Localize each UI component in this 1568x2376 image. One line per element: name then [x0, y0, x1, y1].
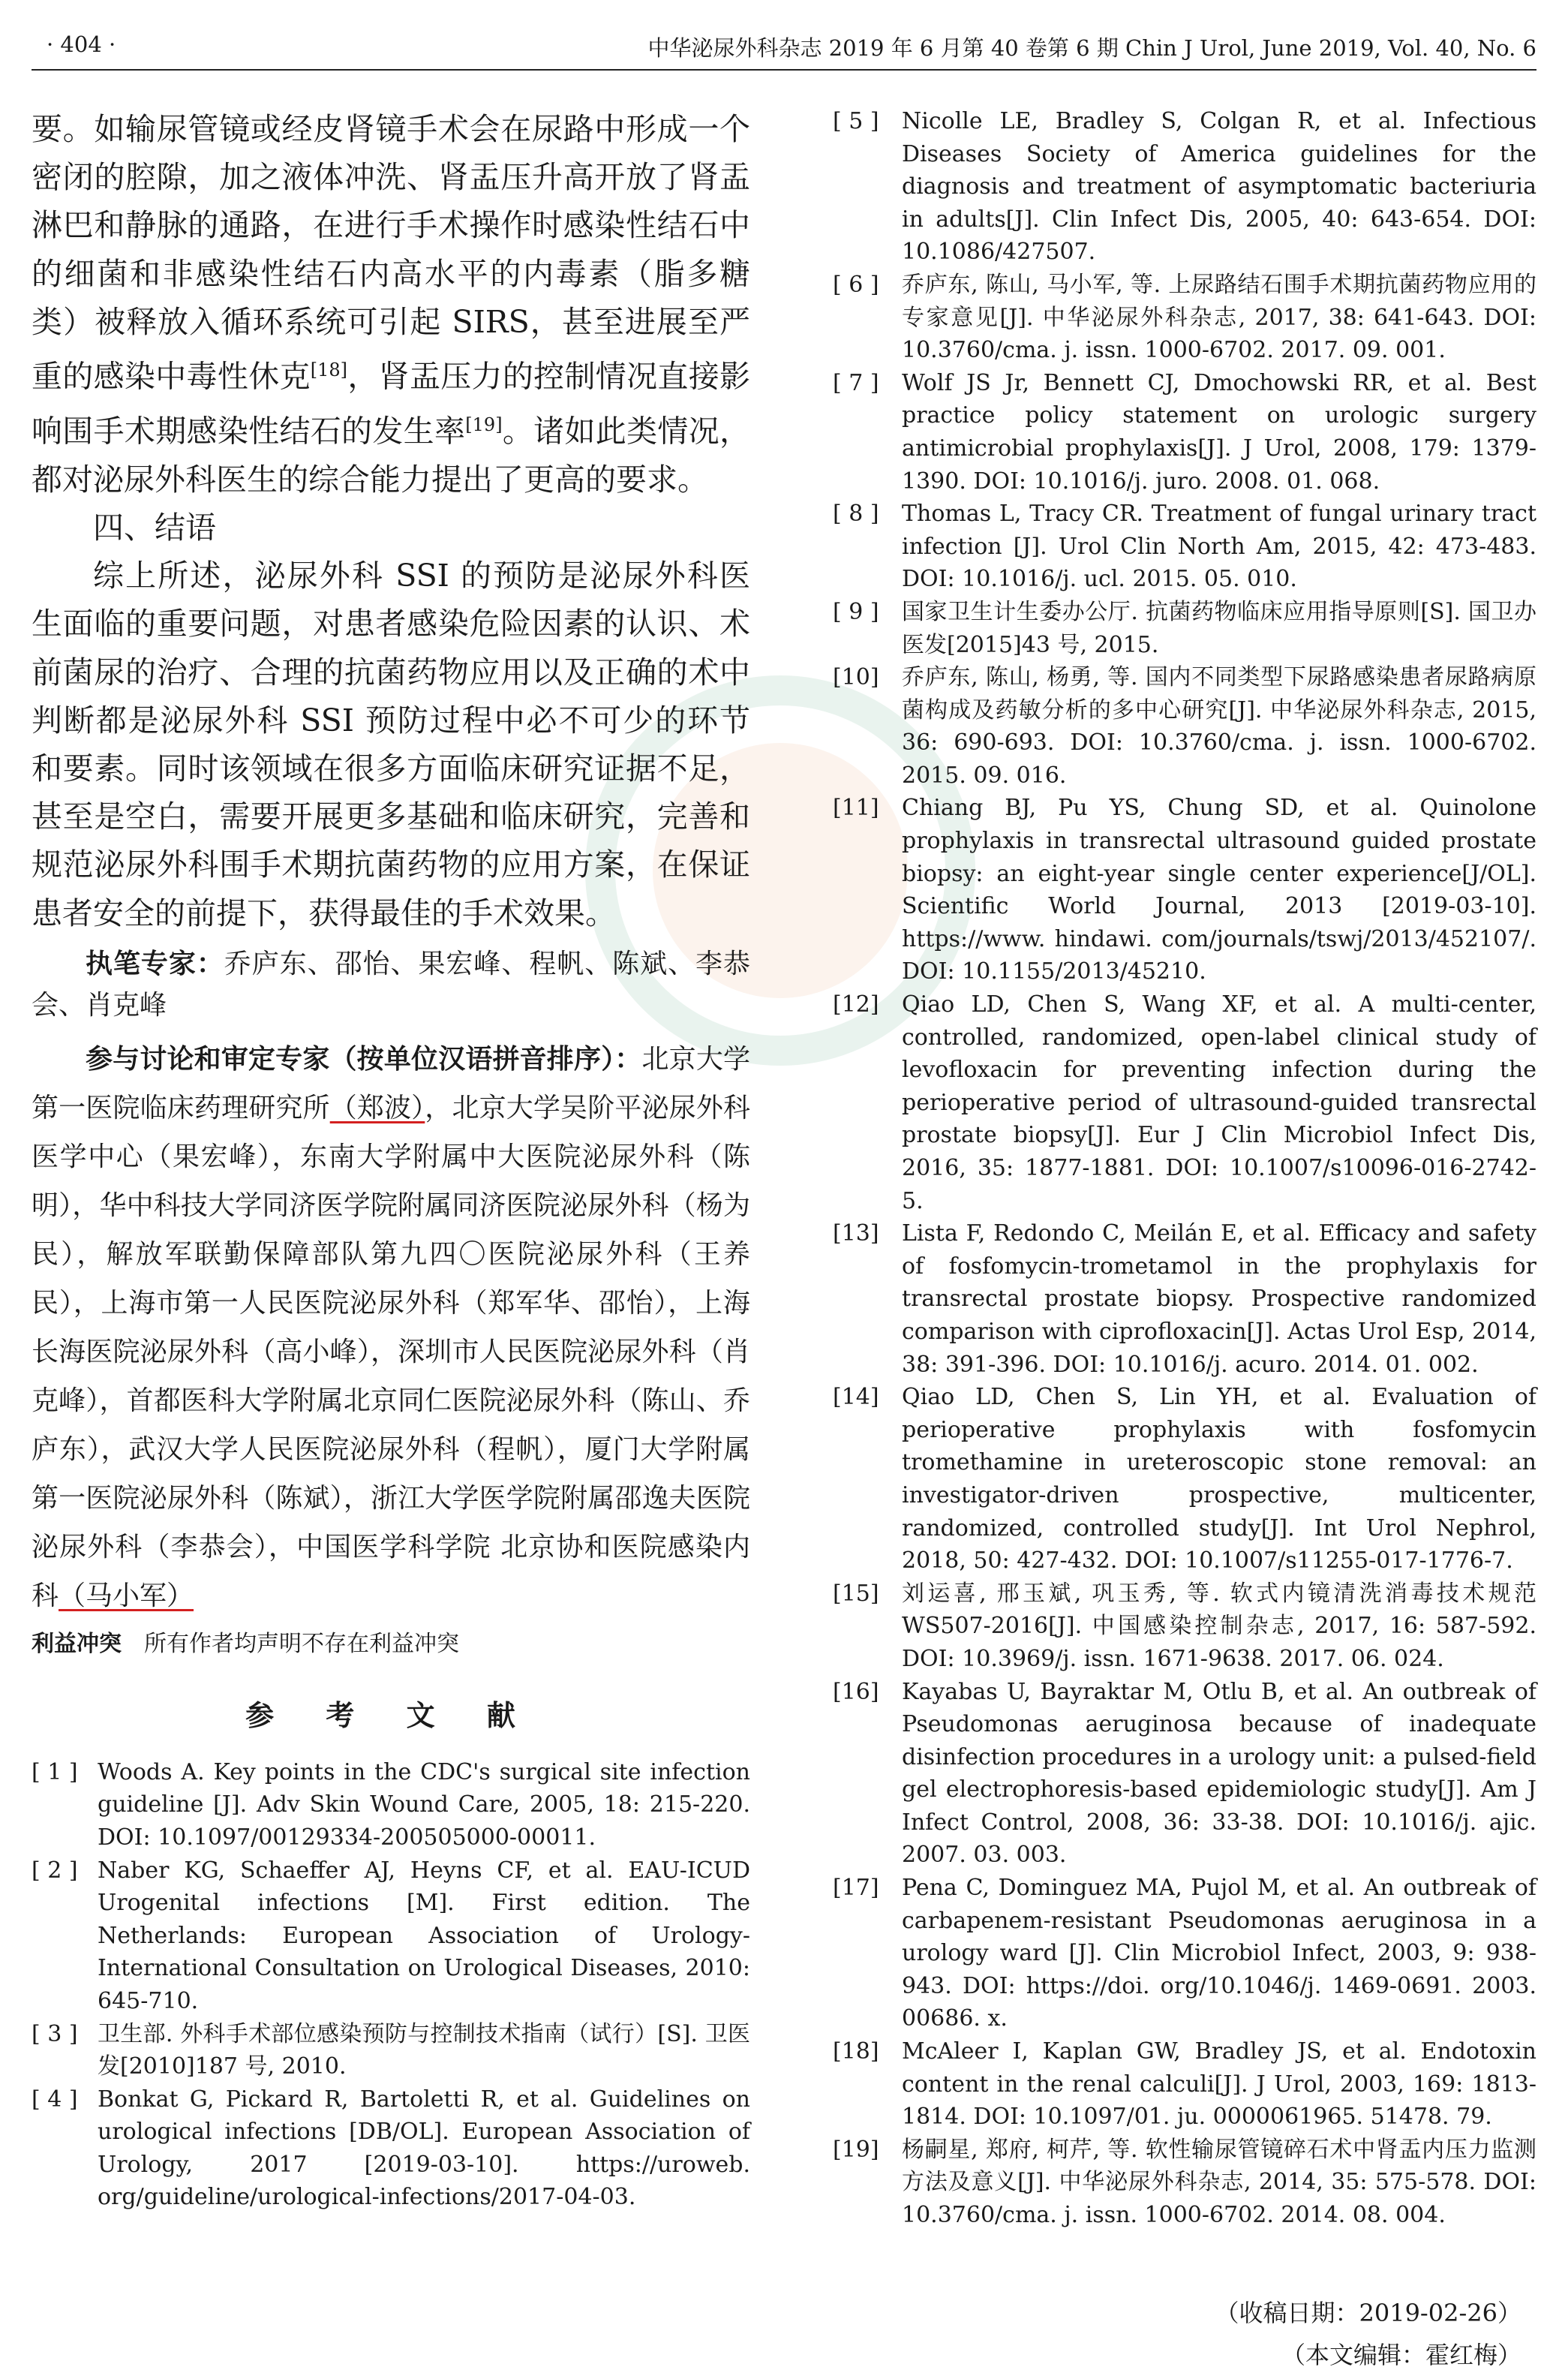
reference-number: [19] [833, 2136, 879, 2163]
received-date: （收稿日期：2019-02-26） [1215, 2298, 1521, 2327]
reference-item [833, 596, 1536, 661]
reference-item [833, 498, 1536, 596]
paragraph-continued: 要。如输尿管镜或经皮肾镜手术会在尿路中形成一个密闭的腔隙，加之液体冲洗、肾盂压升高开放了肾盂淋巴和静脉的通路，在进行手术操作时感染性结石中的细菌和非感染性结石内高水平的内毒素（脂多糖类）被释放入循环系统可引起 SIRS，甚至进展至严重的感染中毒性休克[18]，肾盂压力的控制情况直接影响围手术期感染性结石的发生率[19]。诸如此类情况，都对泌尿外科医生的综合能力提出了更高的要求。 [32, 111, 751, 498]
reference-text: Wolf JS Jr, Bennett CJ, Dmochowski RR, et al. Best practice policy statement on urologic surgery antimicrobial prophylaxis[J]. J Urol, 2008, 179: 1379-1390. DOI: 10.1016/j. juro. 2008. 01. 068. [902, 369, 1536, 495]
conflict-label: 利益冲突 [32, 1630, 122, 1657]
reference-text: Nicolle LE, Bradley S, Colgan R, et al. Infectious Diseases Society of America guidelines for the diagnosis and treatment of asymptomatic bacteriuria in adults[J]. Clin Infect Dis, 2005, 40: 643-654. DOI: 10.1086/427507. [902, 108, 1536, 266]
reference-item [833, 1217, 1536, 1381]
reference-text: Bonkat G, Pickard R, Bartoletti R, et al. Guidelines on urological infections [DB/OL]. European Association of Urology, 2017 [2019-03-10]. https://uroweb. org/guideline/urological-infections/2017-04-03. [98, 2086, 750, 2211]
reviewers-text-2: ，北京大学吴阶平泌尿外科医学中心（果宏峰），东南大学附属中大医院泌尿外科（陈明），华中科技大学同济医学院附属同济医院泌尿外科（杨为民），解放军联勤保障部队第九四〇医院泌尿外科（王养民），上海市第一人民医院泌尿外科（郑军华、邵怡），上海长海医院泌尿外科（高小峰），深圳市人民医院泌尿外科（肖克峰），首都医科大学附属北京同仁医院泌尿外科（陈山、乔庐东），武汉大学人民医院泌尿外科（程帆），厦门大学附属第一医院泌尿外科（陈斌），浙江大学医学院附属邵逸夫医院泌尿外科（李恭会），中国医学科学院 北京协和医院感染内科 [32, 1092, 750, 1611]
reference-item [833, 367, 1536, 498]
reference-item [833, 1381, 1536, 1577]
reviewers-text-1: 北京大学第一医院临床药理研究所 [32, 1043, 750, 1123]
reference-text: Thomas L, Tracy CR. Treatment of fungal urinary tract infection [J]. Urol Clin North Am, 2015, 42: 473-483. DOI: 10.1016/j. ucl. 2015. 05. 010. [902, 501, 1536, 593]
reference-item [833, 988, 1536, 1217]
underlined-name-zheng-bo: （郑波） [329, 1092, 425, 1123]
article-editor: （本文编辑：霍红梅） [1281, 2340, 1521, 2369]
reference-text: 刘运喜, 邢玉斌, 巩玉秀, 等. 软式内镜清洗消毒技术规范 WS507-2016[J]. 中国感染控制杂志, 2017, 16: 587-592. DOI: 10.3969/j. issn. 1671-9638. 2017. 06. 024. [902, 1580, 1536, 1672]
reference-text: Naber KG, Schaeffer AJ, Heyns CF, et al. EAU-ICUD Urogenital infections [M]. First edition. The Netherlands: European Association of Urology-International Consultation on Urological Diseases, 2010: 645-710. [98, 1857, 750, 2014]
header-rule [32, 69, 1536, 71]
reference-number: [ 7 ] [833, 369, 879, 396]
reference-number: [11] [833, 795, 879, 822]
reference-text: McAleer I, Kaplan GW, Bradley JS, et al. Endotoxin content in the renal calculi[J]. J Urol, 2003, 169: 1813-1814. DOI: 10.1097/01. ju. 0000061965. 51478. 79. [902, 2038, 1536, 2131]
conclusion-block [32, 552, 750, 937]
reference-text: 杨嗣星, 郑府, 柯芹, 等. 软性输尿管镜碎石术中肾盂内压力监测方法及意义[J]. 中华泌尿外科杂志, 2014, 35: 575-578. DOI: 10.3760/cma. j. issn. 1000-6702. 2014. 08. 004. [902, 2136, 1536, 2228]
reference-number: [10] [833, 664, 879, 691]
reference-number: [ 1 ] [32, 1758, 78, 1785]
reference-number: [14] [833, 1384, 879, 1411]
citation-18: [18] [310, 359, 348, 381]
references-title: 参 考 文 献 [245, 1698, 536, 1732]
underlined-name-ma-xiaojun: （马小军） [59, 1580, 194, 1611]
section-heading-conclusion: 四、结语 [93, 509, 216, 546]
body-text [32, 105, 750, 504]
reference-item [833, 792, 1536, 988]
reference-item [32, 2083, 750, 2214]
reference-text: Kayabas U, Bayraktar M, Otlu B, et al. An outbreak of Pseudomonas aeruginosa because of inadequate disinfection procedures in a urology unit: a pulsed-field gel electrophoresis-based epidemiologic study[J]. Am J Infect Control, 2008, 36: 33-38. DOI: 10.1016/j. ajic. 2007. 03. 003. [902, 1678, 1536, 1869]
reference-item [833, 269, 1536, 367]
reference-item [32, 1756, 750, 1854]
conflict-text: 所有作者均声明不存在利益冲突 [144, 1630, 459, 1657]
reference-text: 乔庐东, 陈山, 马小军, 等. 上尿路结石围手术期抗菌药物应用的专家意见[J]. 中华泌尿外科杂志, 2017, 38: 641-643. DOI: 10.3760/cma. j. issn. 1000-6702. 2017. 09. 001. [902, 271, 1536, 364]
reference-number: [ 8 ] [833, 501, 879, 528]
reference-text: Lista F, Redondo C, Meilán E, et al. Efficacy and safety of fosfomycin-trometamol in the prophylaxis for transrectal prostate biopsy. Prospective randomized comparison with ciprofloxacin[J]. Actas Urol Esp, 2014, 38: 391-396. DOI: 10.1016/j. acuro. 2014. 01. 002. [902, 1220, 1536, 1378]
reference-item [32, 1854, 750, 2018]
reference-number: [ 5 ] [833, 108, 879, 134]
conflict-of-interest [32, 1626, 750, 1662]
reference-item [32, 2018, 750, 2083]
reviewing-experts [32, 1035, 750, 1620]
right-column [833, 105, 1536, 2376]
journal-citation: 中华泌尿外科杂志 2019 年 6 月第 40 卷第 6 期 Chin J Urol, June 2019, Vol. 40, No. 6 [647, 35, 1536, 61]
reference-text: Qiao LD, Chen S, Lin YH, et al. Evaluation of perioperative prophylaxis with fosfomycin tromethamine in ureteroscopic stone removal: an investigator-driven prospective, multicenter, randomized, controlled study[J]. Int Urol Nephrol, 2018, 50: 427-432. DOI: 10.1007/s11255-017-1776-7. [902, 1384, 1536, 1574]
reference-number: [17] [833, 1875, 879, 1902]
reference-text: 乔庐东, 陈山, 杨勇, 等. 国内不同类型下尿路感染患者尿路病原菌构成及药敏分析的多中心研究[J]. 中华泌尿外科杂志, 2015, 36: 690-693. DOI: 10.3760/cma. j. issn. 1000-6702. 2015. 09. 016. [902, 664, 1536, 789]
citation-19: [19] [465, 414, 503, 435]
writing-experts [32, 943, 750, 1026]
reference-item [833, 2134, 1536, 2232]
reference-number: [ 4 ] [32, 2086, 78, 2113]
reference-number: [13] [833, 1220, 879, 1247]
writers-names: 乔庐东、邵怡、果宏峰、程帆、陈斌、李恭会、肖克峰 [32, 948, 750, 1021]
reference-number: [ 2 ] [32, 1857, 78, 1884]
reference-number: [ 9 ] [833, 598, 879, 625]
reference-number: [18] [833, 2038, 879, 2065]
conclusion-paragraph: 综上所述，泌尿外科 SSI 的预防是泌尿外科医生面临的重要问题，对患者感染危险因素的认识、术前菌尿的治疗、合理的抗菌药物应用以及正确的术中判断都是泌尿外科 SSI 预防过程中必不可少的环节和要素。同时该领域在很多方面临床研究证据不足，甚至是空白，需要开展更多基础和临床研究，完善和规范泌尿外科围手术期抗菌药物的应用方案，在保证患者安全的前提下，获得最佳的手术效果。 [32, 558, 750, 931]
reference-text: Chiang BJ, Pu YS, Chung SD, et al. Quinolone prophylaxis in transrectal ultrasound guided prostate biopsy: an eight-year single center experience[J/OL]. Scientific World Journal, 2013 [2019-03-10]. https://www. hindawi. com/journals/tswj/2013/452107/. DOI: 10.1155/2013/45210. [902, 795, 1536, 985]
reference-number: [ 3 ] [32, 2020, 78, 2047]
reference-list-right [833, 105, 1536, 2232]
reference-item [833, 105, 1536, 269]
reference-text: Qiao LD, Chen S, Wang XF, et al. A multi-center, controlled, randomized, open-label clinical study of levofloxacin for preventing infection during the perioperative period of ultrasound-guided transrectal prostate biopsy[J]. Eur J Clin Microbiol Infect Dis, 2016, 35: 1877-1881. DOI: 10.1007/s10096-016-2742-5. [902, 991, 1536, 1214]
reference-text: 国家卫生计生委办公厅. 抗菌药物临床应用指导原则[S]. 国卫办医发[2015]43 号, 2015. [902, 598, 1536, 658]
page-number: · 404 · [47, 32, 116, 57]
left-column [32, 105, 750, 2214]
running-header [32, 26, 1536, 68]
reference-item [833, 1577, 1536, 1676]
reference-item [833, 1872, 1536, 2035]
reference-text: Woods A. Key points in the CDC's surgical site infection guideline [J]. Adv Skin Wound Care, 2005, 18: 215-220. DOI: 10.1097/00129334-200505000-00011. [98, 1758, 750, 1851]
reference-text: Pena C, Dominguez MA, Pujol M, et al. An outbreak of carbapenem-resistant Pseudomonas aeruginosa in a urology ward [J]. Clin Microbiol Infect, 2003, 9: 938-943. DOI: https://doi. org/10.1046/j. 1469-0691. 2003. 00686. x. [902, 1875, 1536, 2032]
reference-item [833, 2035, 1536, 2134]
reference-number: [16] [833, 1678, 879, 1705]
reference-item [833, 661, 1536, 792]
reference-number: [ 6 ] [833, 271, 879, 298]
reference-number: [12] [833, 991, 879, 1018]
writers-label: 执笔专家： [86, 947, 224, 979]
reference-list-left [32, 1756, 750, 2214]
reference-text: 卫生部. 外科手术部位感染预防与控制技术指南（试行）[S]. 卫医发[2010]187 号, 2010. [98, 2020, 750, 2080]
reference-item [833, 1676, 1536, 1872]
reviewers-label: 参与讨论和审定专家（按单位汉语拼音排序）： [86, 1042, 642, 1075]
reference-number: [15] [833, 1580, 879, 1607]
